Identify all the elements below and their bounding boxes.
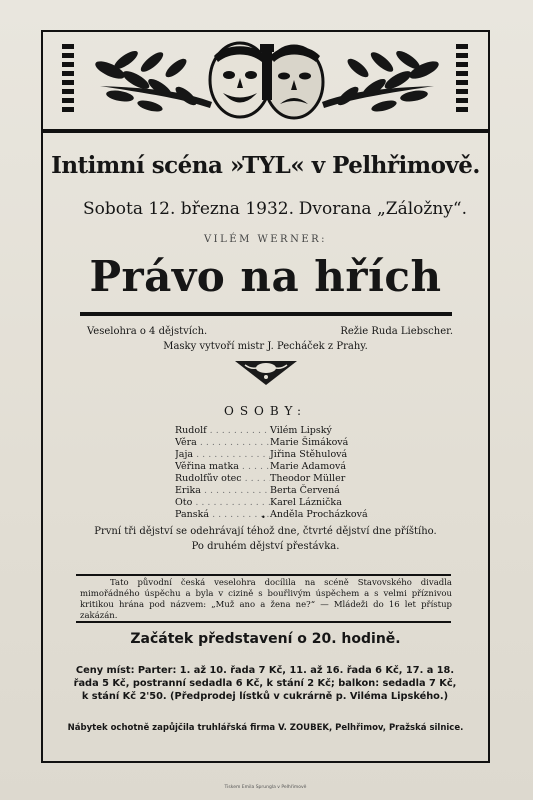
play-note: Tato původní česká veselohra docílila na scéně Stavovského divadla mimořádného úspěchu a byla v cizině s bouřlivým úspěchem a s velmi příznivou kritikou hrána pod názvem: „Muž ano a žena ne?“ — Mládeži do 16 let přístup zakázán. [80,578,452,621]
cast-role: Oto . . . [175,497,270,509]
play-director: Režie Ruda Liebscher. [340,326,453,337]
filmstrip-right [456,44,468,116]
separator-bullet: • [261,513,266,522]
cast-role: Věřina matka . . . [175,461,270,473]
performance-date: Sobota 12. března 1932. [83,199,294,219]
play-title: Právo na hřích [89,252,442,301]
cast-list [175,425,405,521]
cast-actor: Vilém Lipský [270,425,332,436]
cast-role: Erika . . . [175,485,270,497]
masks-credit: Masky vytvoří mistr J. Pecháček z Prahy. [163,341,368,352]
cast-role: Jaja . . . [175,449,270,461]
cast-actor: Theodor Müller [270,473,346,484]
play-author: VILÉM WERNER: [203,234,328,245]
furniture-credit: Nábytek ochotně zapůjčila truhlářská firma V. ZOUBEK, Pelhřimov, Pražská silnice. [67,723,464,733]
acts-note-1: První tři dějství se odehrávají téhož dne, čtvrté dějství dne příštího. [94,526,437,537]
cast-row [175,437,405,449]
filmstrip-left [62,44,74,116]
ornament-vignette [233,357,299,387]
cast-role: Panská . . . [175,509,270,521]
cast-actor: Marie Adamová [270,461,346,472]
cast-role: Rudolfův otec . . . [175,473,270,485]
cast-row [175,485,405,497]
ticket-prices: Ceny míst: Parter: 1. až 10. řada 7 Kč, 11. až 16. řada 6 Kč, 17. a 18. řada 5 Kč, postranní sedadla 6 Kč, k stání 2 Kč; balkon: sedadla 7 Kč, k stání Kč 2'50. (Předprodej lístků v cukrárně p. Viléma Lipského.) [73,665,457,702]
cast-row [175,449,405,461]
cast-actor: Jiřina Stěhulová [270,449,348,460]
title-rule [80,312,452,316]
cast-row [175,509,405,521]
characters-heading: OSOBY: [224,404,307,418]
poster-frame [41,30,490,763]
note-rule-top [76,574,451,576]
theatre-masks-emblem [90,38,444,124]
start-time: Začátek představení o 20. hodině. [130,631,401,647]
cast-row [175,425,405,437]
play-genre: Veselohra o 4 dějstvích. [87,326,208,337]
theatre-name: Intimní scéna »TYL« v Pelhřimově. [51,152,480,179]
cast-role: Rudolf . . . [175,425,270,437]
cast-role: Věra . . . [175,437,270,449]
cast-actor: Berta Červená [270,485,340,496]
cast-actor: Anděla Procházková [270,509,368,520]
cast-actor: Karel Láznička [270,497,342,508]
cast-row [175,473,405,485]
cast-row [175,461,405,473]
cast-row [175,497,405,509]
cast-actor: Marie Šimáková [270,437,349,448]
note-rule-bottom [76,621,451,623]
printer-imprint: Tiskem Emila Sprungla v Pelhřimově [224,785,307,790]
acts-note-2: Po druhém dějství přestávka. [191,541,340,552]
venue-hall: Dvorana „Záložny“. [298,199,467,219]
